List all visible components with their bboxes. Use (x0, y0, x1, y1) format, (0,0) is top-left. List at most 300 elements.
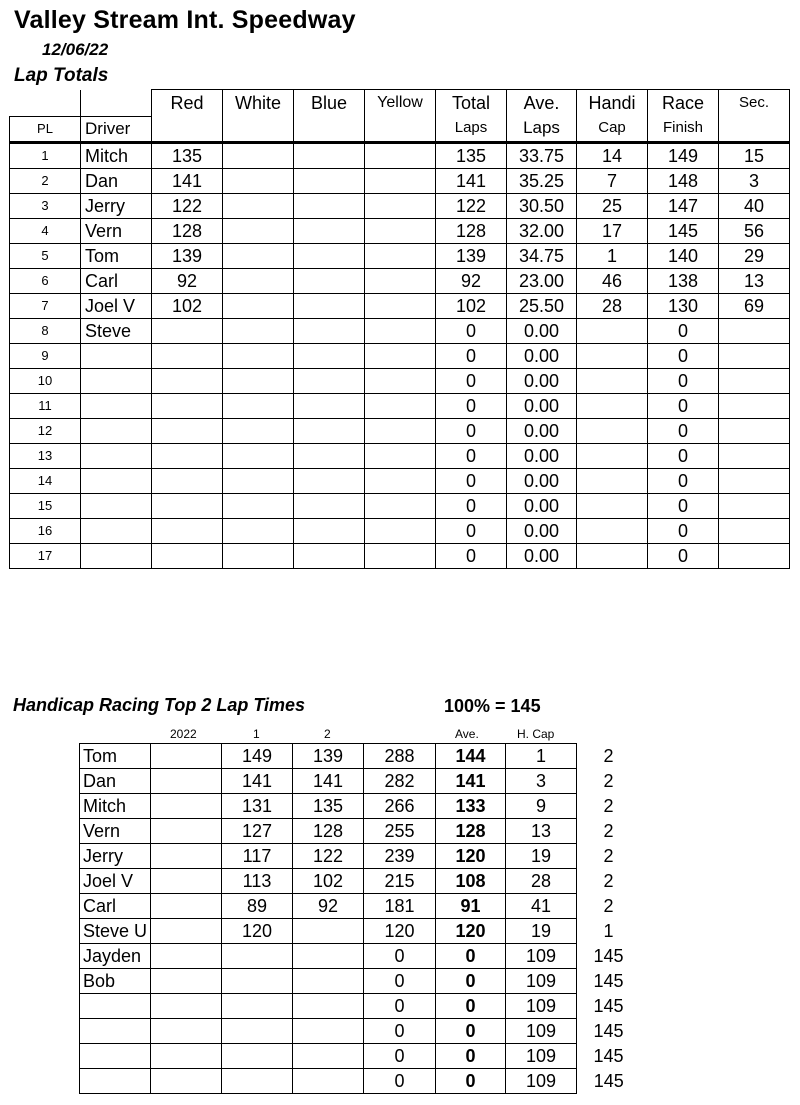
driver-cell (81, 368, 152, 393)
table-row (10, 443, 790, 468)
lap1-cell: 141 (222, 769, 293, 794)
col-label-2022: 2022 (170, 727, 197, 741)
driver-cell (81, 518, 152, 543)
average-cell: 0 (436, 1069, 506, 1094)
pl-cell: 3 (10, 193, 81, 218)
average-cell: 0 (436, 994, 506, 1019)
table-row (80, 1069, 641, 1094)
race-finish-cell: 0 (648, 543, 719, 568)
white-laps-cell (223, 393, 294, 418)
total-laps-cell: 0 (436, 318, 507, 343)
race-finish-cell: 147 (648, 193, 719, 218)
total-laps-cell: 0 (436, 443, 507, 468)
count-cell: 2 (603, 846, 614, 866)
sum-cell: 255 (364, 819, 436, 844)
lap1-cell: 89 (222, 894, 293, 919)
average-cell: 120 (436, 919, 506, 944)
lap1-cell (222, 1019, 293, 1044)
count-cell: 2 (603, 771, 614, 791)
ave-laps-cell: 0.00 (507, 543, 577, 568)
sec-cell: 13 (719, 268, 790, 293)
white-laps-cell (223, 518, 294, 543)
header-blank (10, 90, 81, 117)
lap1-cell: 117 (222, 844, 293, 869)
lap2-cell (293, 944, 364, 969)
sum-cell: 215 (364, 869, 436, 894)
yellow-laps-cell (365, 468, 436, 493)
blue-laps-cell (294, 218, 365, 243)
blue-laps-cell (294, 343, 365, 368)
handicap-cell: 14 (577, 142, 648, 168)
count-cell: 145 (593, 971, 624, 991)
lap2-cell: 102 (293, 869, 364, 894)
handicap-cell: 7 (577, 168, 648, 193)
lap2-cell: 122 (293, 844, 364, 869)
name-cell: Tom (80, 744, 151, 769)
driver-cell: Jerry (81, 193, 152, 218)
name-cell: Bob (80, 969, 151, 994)
hcap-cell: 109 (506, 994, 577, 1019)
sec-cell: 15 (719, 142, 790, 168)
white-laps-cell (223, 243, 294, 268)
hcap-cell: 109 (506, 969, 577, 994)
name-cell: Steve U (80, 919, 151, 944)
hcap-cell: 19 (506, 919, 577, 944)
handicap-cell: 17 (577, 218, 648, 243)
race-date: 12/06/22 (42, 40, 109, 59)
sum-cell: 239 (364, 844, 436, 869)
sum-cell: 0 (364, 1019, 436, 1044)
lap2-cell (293, 1019, 364, 1044)
driver-cell: Mitch (81, 142, 152, 168)
handicap-table (79, 743, 641, 1094)
name-cell (80, 1069, 151, 1094)
pl-cell: 16 (10, 518, 81, 543)
col-subheader-ave-laps: Laps (507, 116, 577, 142)
pl-cell: 6 (10, 268, 81, 293)
year-2022-cell (151, 894, 222, 919)
yellow-laps-cell (365, 343, 436, 368)
red-laps-cell (152, 318, 223, 343)
pl-cell: 11 (10, 393, 81, 418)
year-2022-cell (151, 769, 222, 794)
race-finish-cell: 149 (648, 142, 719, 168)
yellow-laps-cell (365, 443, 436, 468)
yellow-laps-cell (365, 393, 436, 418)
table-row (10, 193, 790, 218)
race-finish-cell: 0 (648, 368, 719, 393)
lap-totals-table (9, 89, 790, 569)
race-finish-cell: 0 (648, 493, 719, 518)
header-cell (152, 116, 223, 142)
table-row (10, 168, 790, 193)
race-finish-cell: 0 (648, 443, 719, 468)
yellow-laps-cell (365, 293, 436, 318)
red-laps-cell (152, 343, 223, 368)
sec-cell (719, 393, 790, 418)
total-laps-cell: 139 (436, 243, 507, 268)
yellow-laps-cell (365, 218, 436, 243)
ave-laps-cell: 0.00 (507, 393, 577, 418)
ave-laps-cell: 0.00 (507, 468, 577, 493)
driver-cell (81, 343, 152, 368)
lap1-cell: 127 (222, 819, 293, 844)
yellow-laps-cell (365, 518, 436, 543)
ave-laps-cell: 32.00 (507, 218, 577, 243)
blue-laps-cell (294, 318, 365, 343)
red-laps-cell (152, 368, 223, 393)
red-laps-cell: 135 (152, 142, 223, 168)
col-label-lap2: 2 (324, 727, 331, 741)
pl-cell: 1 (10, 142, 81, 168)
blue-laps-cell (294, 468, 365, 493)
handicap-cell: 25 (577, 193, 648, 218)
white-laps-cell (223, 142, 294, 168)
lap2-cell (293, 919, 364, 944)
white-laps-cell (223, 493, 294, 518)
hcap-cell: 3 (506, 769, 577, 794)
total-laps-cell: 0 (436, 468, 507, 493)
race-finish-cell: 130 (648, 293, 719, 318)
col-header-driver: Driver (81, 116, 152, 142)
lap1-cell (222, 1044, 293, 1069)
average-cell: 0 (436, 969, 506, 994)
pl-cell: 17 (10, 543, 81, 568)
handicap-cell (577, 493, 648, 518)
ave-laps-cell: 0.00 (507, 343, 577, 368)
average-cell: 0 (436, 1044, 506, 1069)
hcap-cell: 109 (506, 944, 577, 969)
driver-cell: Joel V (81, 293, 152, 318)
red-laps-cell: 141 (152, 168, 223, 193)
red-laps-cell: 92 (152, 268, 223, 293)
hcap-cell: 41 (506, 894, 577, 919)
driver-cell (81, 418, 152, 443)
year-2022-cell (151, 1019, 222, 1044)
blue-laps-cell (294, 168, 365, 193)
col-header-sec: Sec. (719, 90, 790, 117)
table-row (80, 1019, 641, 1044)
table-row (10, 218, 790, 243)
red-laps-cell (152, 518, 223, 543)
table-row (80, 819, 641, 844)
handicap-cell: 1 (577, 243, 648, 268)
handicap-cell (577, 343, 648, 368)
lap2-cell: 141 (293, 769, 364, 794)
white-laps-cell (223, 218, 294, 243)
average-cell: 108 (436, 869, 506, 894)
table-row (10, 142, 790, 168)
ave-laps-cell: 25.50 (507, 293, 577, 318)
year-2022-cell (151, 794, 222, 819)
sec-cell (719, 468, 790, 493)
section-title-lap-totals: Lap Totals (14, 65, 109, 86)
pl-cell: 5 (10, 243, 81, 268)
lap2-cell (293, 994, 364, 1019)
total-laps-cell: 122 (436, 193, 507, 218)
pl-cell: 12 (10, 418, 81, 443)
ave-laps-cell: 33.75 (507, 142, 577, 168)
lap1-cell: 113 (222, 869, 293, 894)
col-label-lap1: 1 (253, 727, 260, 741)
table-row (80, 744, 641, 769)
table-row (10, 343, 790, 368)
count-cell: 2 (603, 896, 614, 916)
yellow-laps-cell (365, 193, 436, 218)
col-subheader-finish: Finish (648, 116, 719, 142)
table-row (80, 994, 641, 1019)
table-row (10, 318, 790, 343)
table-row (10, 543, 790, 568)
hcap-cell: 1 (506, 744, 577, 769)
blue-laps-cell (294, 443, 365, 468)
blue-laps-cell (294, 293, 365, 318)
header-cell (223, 116, 294, 142)
total-laps-cell: 0 (436, 418, 507, 443)
total-laps-cell: 141 (436, 168, 507, 193)
year-2022-cell (151, 869, 222, 894)
blue-laps-cell (294, 193, 365, 218)
count-cell: 1 (603, 921, 614, 941)
yellow-laps-cell (365, 243, 436, 268)
yellow-laps-cell (365, 368, 436, 393)
handicap-cell (577, 468, 648, 493)
red-laps-cell (152, 543, 223, 568)
blue-laps-cell (294, 518, 365, 543)
name-cell (80, 1019, 151, 1044)
hcap-cell: 109 (506, 1069, 577, 1094)
handicap-cell (577, 518, 648, 543)
yellow-laps-cell (365, 142, 436, 168)
hcap-cell: 13 (506, 819, 577, 844)
lap1-cell (222, 944, 293, 969)
blue-laps-cell (294, 142, 365, 168)
sum-cell: 0 (364, 969, 436, 994)
blue-laps-cell (294, 418, 365, 443)
table-row (10, 268, 790, 293)
col-header-pl: PL (10, 116, 81, 142)
lap2-cell (293, 1044, 364, 1069)
driver-cell (81, 493, 152, 518)
pl-cell: 14 (10, 468, 81, 493)
lap1-cell (222, 994, 293, 1019)
hcap-cell: 28 (506, 869, 577, 894)
driver-cell: Dan (81, 168, 152, 193)
lap2-cell: 135 (293, 794, 364, 819)
handicap-cell (577, 543, 648, 568)
white-laps-cell (223, 318, 294, 343)
count-cell: 145 (593, 996, 624, 1016)
white-laps-cell (223, 268, 294, 293)
ave-laps-cell: 0.00 (507, 493, 577, 518)
ave-laps-cell: 34.75 (507, 243, 577, 268)
blue-laps-cell (294, 543, 365, 568)
header-cell (365, 116, 436, 142)
table-row (10, 468, 790, 493)
count-cell: 2 (603, 871, 614, 891)
name-cell: Dan (80, 769, 151, 794)
driver-cell: Vern (81, 218, 152, 243)
table-row (10, 293, 790, 318)
ave-laps-cell: 23.00 (507, 268, 577, 293)
year-2022-cell (151, 969, 222, 994)
driver-cell (81, 443, 152, 468)
hcap-cell: 19 (506, 844, 577, 869)
sum-cell: 282 (364, 769, 436, 794)
sum-cell: 120 (364, 919, 436, 944)
table-row (10, 368, 790, 393)
driver-cell: Tom (81, 243, 152, 268)
hcap-cell: 9 (506, 794, 577, 819)
hcap-cell: 109 (506, 1044, 577, 1069)
total-laps-cell: 92 (436, 268, 507, 293)
header-blank (81, 90, 152, 117)
ave-laps-cell: 0.00 (507, 418, 577, 443)
table-row (80, 844, 641, 869)
red-laps-cell: 128 (152, 218, 223, 243)
year-2022-cell (151, 1044, 222, 1069)
table-row (10, 418, 790, 443)
handicap-cell (577, 418, 648, 443)
race-finish-cell: 0 (648, 393, 719, 418)
lap1-cell (222, 1069, 293, 1094)
handicap-cell (577, 318, 648, 343)
count-cell: 145 (593, 1046, 624, 1066)
col-subheader-laps: Laps (436, 116, 507, 142)
lap2-cell: 128 (293, 819, 364, 844)
name-cell: Mitch (80, 794, 151, 819)
year-2022-cell (151, 994, 222, 1019)
sec-cell (719, 318, 790, 343)
sec-cell (719, 518, 790, 543)
sec-cell (719, 343, 790, 368)
white-laps-cell (223, 543, 294, 568)
lap2-cell (293, 1069, 364, 1094)
blue-laps-cell (294, 268, 365, 293)
table-row (80, 894, 641, 919)
white-laps-cell (223, 418, 294, 443)
lap1-cell: 149 (222, 744, 293, 769)
handicap-cell (577, 368, 648, 393)
red-laps-cell (152, 393, 223, 418)
name-cell: Jerry (80, 844, 151, 869)
yellow-laps-cell (365, 543, 436, 568)
col-header-white: White (223, 90, 294, 117)
col-header-red: Red (152, 90, 223, 117)
sum-cell: 0 (364, 994, 436, 1019)
yellow-laps-cell (365, 318, 436, 343)
red-laps-cell: 102 (152, 293, 223, 318)
lap2-cell (293, 969, 364, 994)
race-finish-cell: 0 (648, 418, 719, 443)
white-laps-cell (223, 193, 294, 218)
col-label-ave: Ave. (455, 727, 479, 741)
average-cell: 141 (436, 769, 506, 794)
count-cell: 145 (593, 1071, 624, 1091)
table-row (80, 794, 641, 819)
name-cell (80, 1044, 151, 1069)
header-cell (294, 116, 365, 142)
count-cell: 2 (603, 796, 614, 816)
race-finish-cell: 148 (648, 168, 719, 193)
sum-cell: 288 (364, 744, 436, 769)
yellow-laps-cell (365, 493, 436, 518)
count-cell: 2 (603, 821, 614, 841)
driver-cell (81, 393, 152, 418)
table-row (80, 919, 641, 944)
blue-laps-cell (294, 243, 365, 268)
red-laps-cell (152, 468, 223, 493)
white-laps-cell (223, 293, 294, 318)
total-laps-cell: 0 (436, 343, 507, 368)
col-header-ave: Ave. (507, 90, 577, 117)
total-laps-cell: 128 (436, 218, 507, 243)
table-row (10, 243, 790, 268)
driver-cell: Carl (81, 268, 152, 293)
sum-cell: 0 (364, 944, 436, 969)
count-cell: 2 (603, 746, 614, 766)
sec-cell: 40 (719, 193, 790, 218)
table-row (10, 493, 790, 518)
col-subheader-cap: Cap (577, 116, 648, 142)
count-cell: 145 (593, 1021, 624, 1041)
table-row (80, 944, 641, 969)
name-cell: Vern (80, 819, 151, 844)
red-laps-cell: 122 (152, 193, 223, 218)
table-row (80, 1044, 641, 1069)
race-finish-cell: 0 (648, 343, 719, 368)
average-cell: 91 (436, 894, 506, 919)
handicap-percent-label: 100% = 145 (444, 696, 541, 716)
lap2-cell: 92 (293, 894, 364, 919)
pl-cell: 13 (10, 443, 81, 468)
lap1-cell: 131 (222, 794, 293, 819)
race-finish-cell: 138 (648, 268, 719, 293)
sec-cell (719, 443, 790, 468)
yellow-laps-cell (365, 418, 436, 443)
average-cell: 0 (436, 1019, 506, 1044)
sec-cell (719, 543, 790, 568)
red-laps-cell (152, 443, 223, 468)
sec-cell (719, 368, 790, 393)
average-cell: 128 (436, 819, 506, 844)
handicap-cell: 28 (577, 293, 648, 318)
white-laps-cell (223, 468, 294, 493)
handicap-cell: 46 (577, 268, 648, 293)
pl-cell: 7 (10, 293, 81, 318)
page-title: Valley Stream Int. Speedway (14, 6, 356, 34)
race-finish-cell: 0 (648, 518, 719, 543)
ave-laps-cell: 0.00 (507, 318, 577, 343)
handicap-cell (577, 443, 648, 468)
year-2022-cell (151, 1069, 222, 1094)
pl-cell: 10 (10, 368, 81, 393)
col-header-handi: Handi (577, 90, 648, 117)
sum-cell: 0 (364, 1069, 436, 1094)
sec-cell: 3 (719, 168, 790, 193)
yellow-laps-cell (365, 168, 436, 193)
col-header-total: Total (436, 90, 507, 117)
pl-cell: 9 (10, 343, 81, 368)
header-cell (719, 116, 790, 142)
sum-cell: 181 (364, 894, 436, 919)
pl-cell: 8 (10, 318, 81, 343)
ave-laps-cell: 30.50 (507, 193, 577, 218)
average-cell: 133 (436, 794, 506, 819)
year-2022-cell (151, 919, 222, 944)
total-laps-cell: 102 (436, 293, 507, 318)
year-2022-cell (151, 944, 222, 969)
